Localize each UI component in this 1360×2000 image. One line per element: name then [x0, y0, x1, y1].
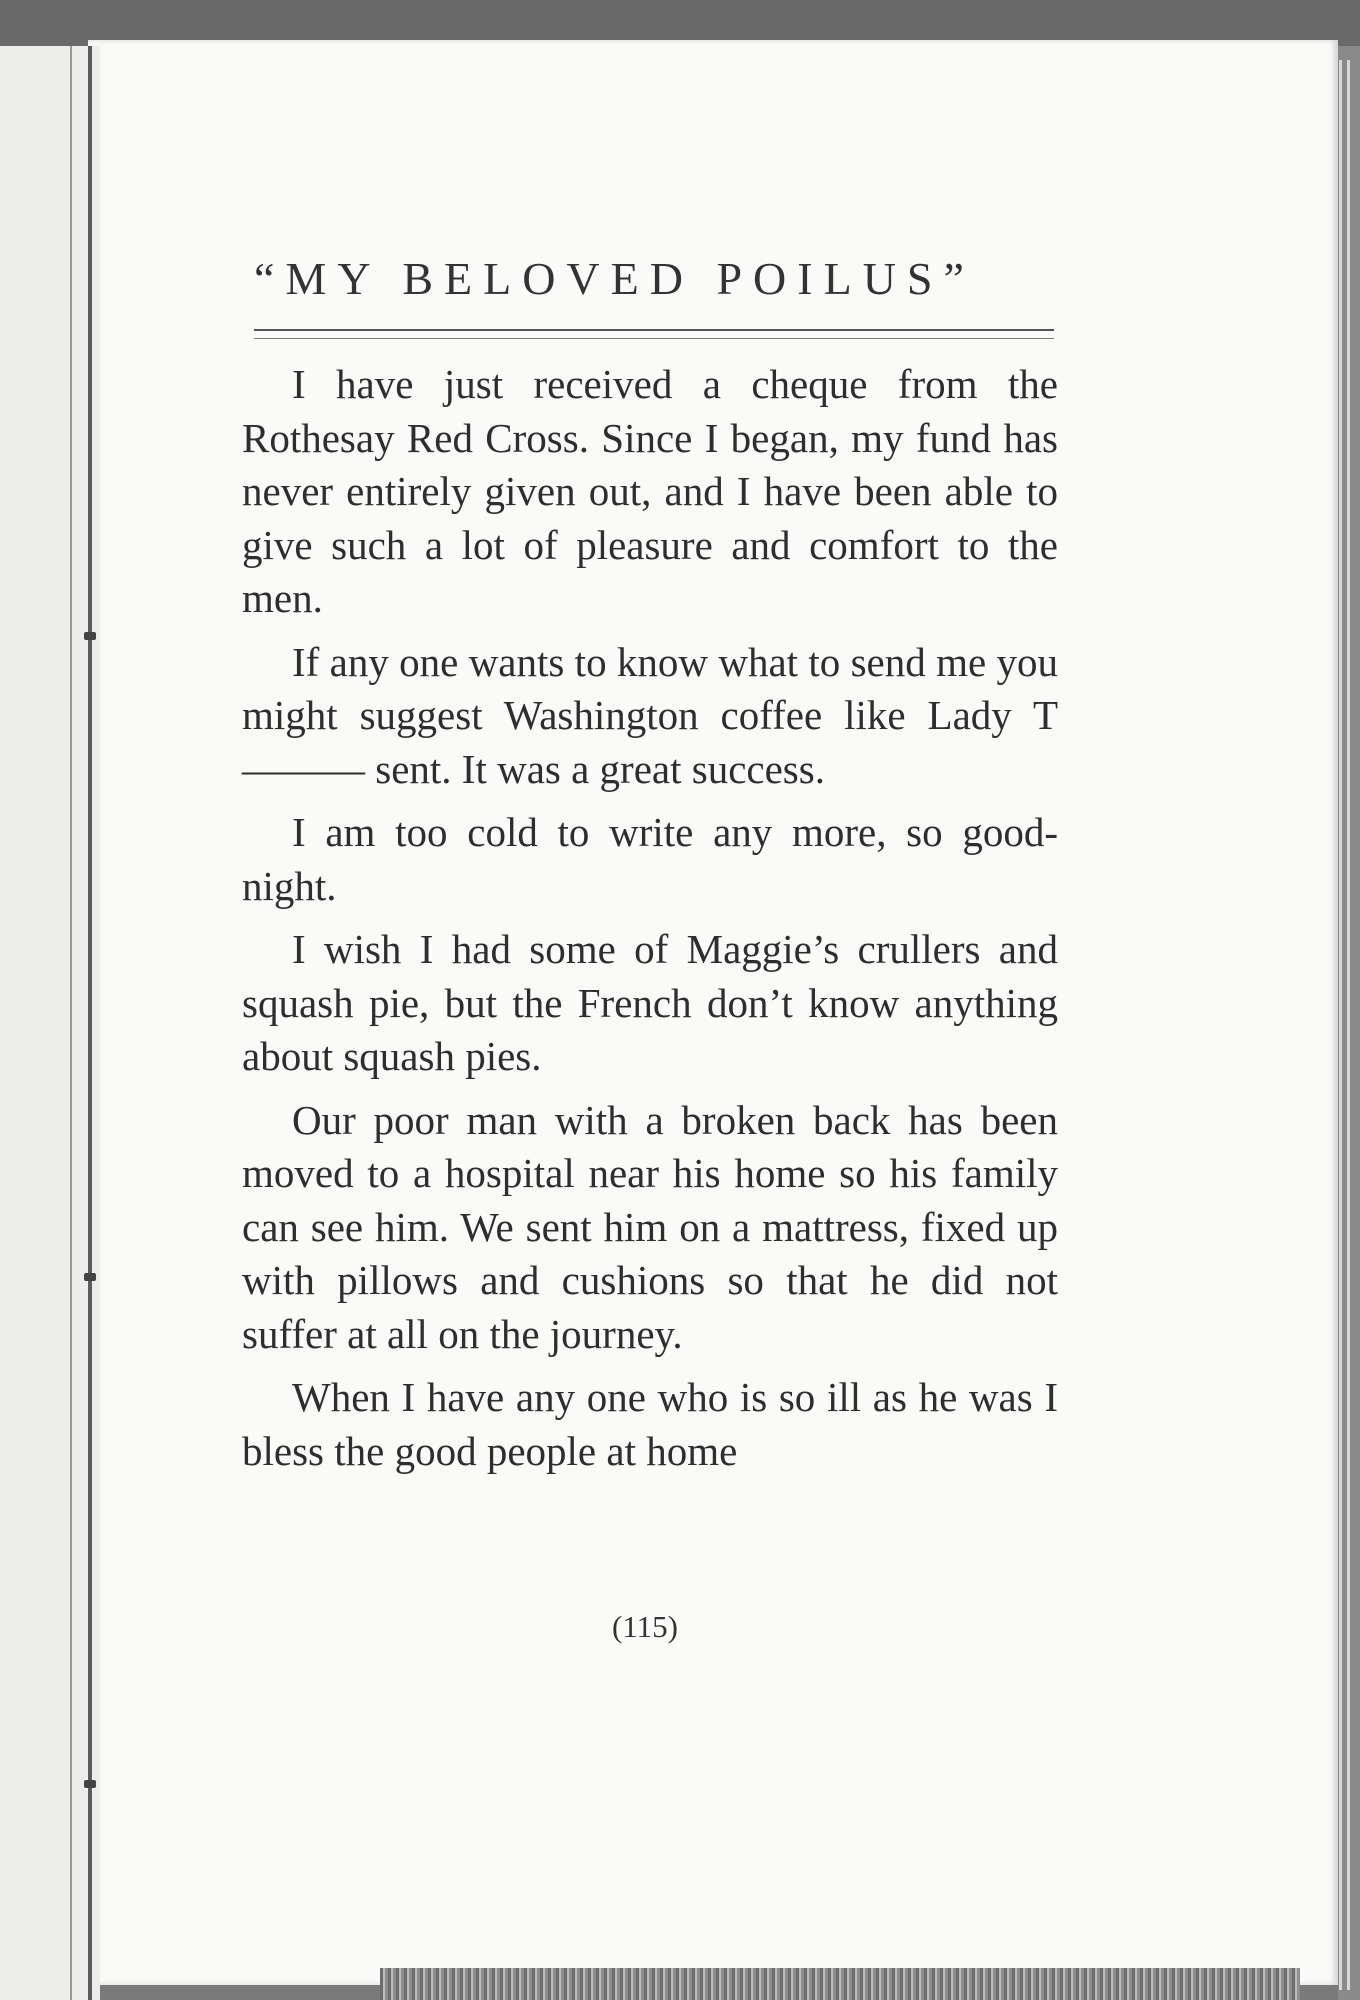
binding-stitch [84, 1273, 96, 1281]
header-rule-thin [254, 338, 1054, 339]
page-number: (115) [612, 1609, 678, 1644]
binding-stitch [84, 632, 96, 640]
page-gutter [0, 46, 100, 2000]
paragraph: When I have any one who is so ill as he was I bless the good people at home [242, 1374, 1058, 1474]
body-text [242, 358, 1058, 1488]
paragraph: Our poor man with a broken back has been moved to a hospital near his home so his family can see him. We sent him on a mattress, fixed up with pillows and cushions so that he did not suffer at all on the journey. [242, 1096, 1058, 1357]
binding-edge [88, 46, 92, 2000]
gutter-inner-line [70, 46, 72, 2000]
paragraph: I wish I had some of Maggie’s crullers and squash pie, but the French don’t know anything about squash pies. [242, 926, 1058, 1079]
page-edge-stripe [1339, 60, 1342, 1990]
paragraph: I am too cold to write any more, so good-night. [242, 809, 1058, 909]
paragraph: I have just received a cheque from the Rothesay Red Cross. Since I began, my fund has never entirely given out, and I have been able to give such a lot of pleasure and comfort to the men. [242, 361, 1058, 621]
header-rule [254, 329, 1054, 331]
running-head: “MY BELOVED POILUS” [254, 253, 975, 304]
paragraph: If any one wants to know what to send me you might suggest Washington coffee like Lady T——— sent. It was a great success. [242, 638, 1058, 792]
page-edge-stripe [1347, 60, 1350, 1990]
binding-stitch [84, 1780, 96, 1788]
page-bottom-edge [380, 1968, 1300, 2000]
